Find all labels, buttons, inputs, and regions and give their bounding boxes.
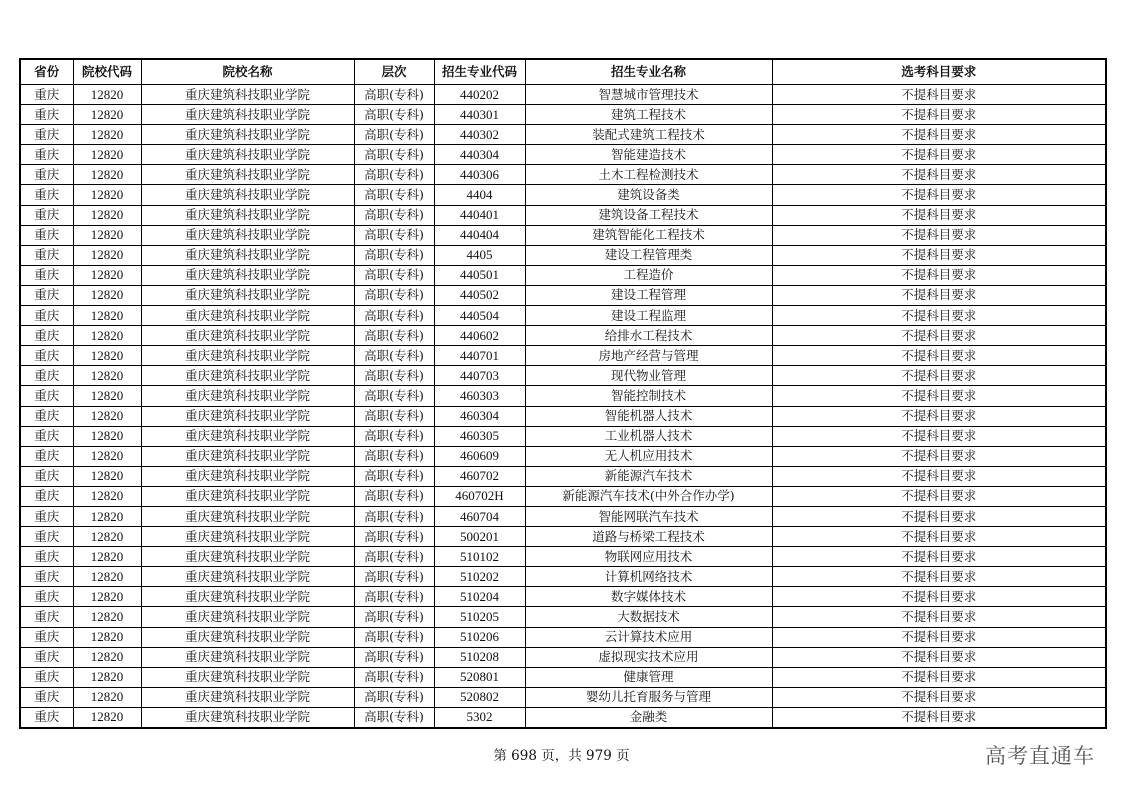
major-name-cell: 建筑设备类 <box>525 185 772 205</box>
school-name-cell: 重庆建筑科技职业学院 <box>141 406 354 426</box>
major-name-cell: 智慧城市管理技术 <box>525 85 772 105</box>
subject-requirement-cell: 不提科目要求 <box>772 165 1106 185</box>
major-code-cell: 440302 <box>434 125 525 145</box>
table-row <box>20 687 1106 707</box>
level-cell: 高职(专科) <box>354 185 434 205</box>
table-row <box>20 265 1106 285</box>
school-name-cell: 重庆建筑科技职业学院 <box>141 506 354 526</box>
table-row <box>20 527 1106 547</box>
major-code-cell: 460704 <box>434 506 525 526</box>
school-name-cell: 重庆建筑科技职业学院 <box>141 547 354 567</box>
major-code-cell: 500201 <box>434 527 525 547</box>
major-name-cell: 虚拟现实技术应用 <box>525 647 772 667</box>
table-row <box>20 547 1106 567</box>
province-cell: 重庆 <box>20 426 73 446</box>
school-name-cell: 重庆建筑科技职业学院 <box>141 527 354 547</box>
subject-requirement-cell: 不提科目要求 <box>772 285 1106 305</box>
school-name-cell: 重庆建筑科技职业学院 <box>141 85 354 105</box>
school-code-cell: 12820 <box>73 527 141 547</box>
school-code-cell: 12820 <box>73 165 141 185</box>
major-code-cell: 460303 <box>434 386 525 406</box>
province-cell: 重庆 <box>20 406 73 426</box>
major-name-cell: 工程造价 <box>525 265 772 285</box>
major-code-cell: 460304 <box>434 406 525 426</box>
table-row <box>20 165 1106 185</box>
school-code-cell: 12820 <box>73 225 141 245</box>
major-name-cell: 建设工程管理类 <box>525 245 772 265</box>
level-cell: 高职(专科) <box>354 486 434 506</box>
province-cell: 重庆 <box>20 306 73 326</box>
major-code-cell: 510208 <box>434 647 525 667</box>
subject-requirement-cell: 不提科目要求 <box>772 346 1106 366</box>
subject-requirement-cell: 不提科目要求 <box>772 225 1106 245</box>
subject-requirement-cell: 不提科目要求 <box>772 627 1106 647</box>
school-code-cell: 12820 <box>73 285 141 305</box>
school-code-cell: 12820 <box>73 567 141 587</box>
subject-requirement-cell: 不提科目要求 <box>772 185 1106 205</box>
major-name-cell: 给排水工程技术 <box>525 326 772 346</box>
province-cell: 重庆 <box>20 567 73 587</box>
school-name-cell: 重庆建筑科技职业学院 <box>141 346 354 366</box>
major-code-cell: 440202 <box>434 85 525 105</box>
subject-requirement-cell: 不提科目要求 <box>772 667 1106 687</box>
level-cell: 高职(专科) <box>354 205 434 225</box>
admission-table <box>19 58 1107 729</box>
header-province: 省份 <box>20 59 73 85</box>
major-name-cell: 健康管理 <box>525 667 772 687</box>
province-cell: 重庆 <box>20 607 73 627</box>
province-cell: 重庆 <box>20 506 73 526</box>
level-cell: 高职(专科) <box>354 85 434 105</box>
school-name-cell: 重庆建筑科技职业学院 <box>141 426 354 446</box>
school-name-cell: 重庆建筑科技职业学院 <box>141 265 354 285</box>
header-row <box>20 59 1106 85</box>
level-cell: 高职(专科) <box>354 707 434 728</box>
school-name-cell: 重庆建筑科技职业学院 <box>141 667 354 687</box>
table-row <box>20 225 1106 245</box>
province-cell: 重庆 <box>20 466 73 486</box>
table-row <box>20 346 1106 366</box>
level-cell: 高职(专科) <box>354 647 434 667</box>
major-name-cell: 房地产经营与管理 <box>525 346 772 366</box>
subject-requirement-cell: 不提科目要求 <box>772 707 1106 728</box>
school-name-cell: 重庆建筑科技职业学院 <box>141 225 354 245</box>
school-name-cell: 重庆建筑科技职业学院 <box>141 386 354 406</box>
school-code-cell: 12820 <box>73 185 141 205</box>
subject-requirement-cell: 不提科目要求 <box>772 506 1106 526</box>
major-code-cell: 510205 <box>434 607 525 627</box>
table-row <box>20 366 1106 386</box>
school-name-cell: 重庆建筑科技职业学院 <box>141 446 354 466</box>
school-code-cell: 12820 <box>73 547 141 567</box>
major-code-cell: 510204 <box>434 587 525 607</box>
major-name-cell: 智能机器人技术 <box>525 406 772 426</box>
table-row <box>20 85 1106 105</box>
major-name-cell: 新能源汽车技术(中外合作办学) <box>525 486 772 506</box>
school-code-cell: 12820 <box>73 707 141 728</box>
level-cell: 高职(专科) <box>354 587 434 607</box>
province-cell: 重庆 <box>20 627 73 647</box>
level-cell: 高职(专科) <box>354 667 434 687</box>
major-name-cell: 道路与桥梁工程技术 <box>525 527 772 547</box>
subject-requirement-cell: 不提科目要求 <box>772 547 1106 567</box>
subject-requirement-cell: 不提科目要求 <box>772 647 1106 667</box>
school-name-cell: 重庆建筑科技职业学院 <box>141 707 354 728</box>
school-code-cell: 12820 <box>73 205 141 225</box>
province-cell: 重庆 <box>20 265 73 285</box>
major-code-cell: 510102 <box>434 547 525 567</box>
school-code-cell: 12820 <box>73 446 141 466</box>
major-code-cell: 440602 <box>434 326 525 346</box>
level-cell: 高职(专科) <box>354 527 434 547</box>
table-row <box>20 707 1106 728</box>
level-cell: 高职(专科) <box>354 306 434 326</box>
school-name-cell: 重庆建筑科技职业学院 <box>141 125 354 145</box>
province-cell: 重庆 <box>20 125 73 145</box>
school-name-cell: 重庆建筑科技职业学院 <box>141 105 354 125</box>
major-code-cell: 460702 <box>434 466 525 486</box>
province-cell: 重庆 <box>20 346 73 366</box>
province-cell: 重庆 <box>20 587 73 607</box>
major-name-cell: 无人机应用技术 <box>525 446 772 466</box>
major-code-cell: 510206 <box>434 627 525 647</box>
major-name-cell: 大数据技术 <box>525 607 772 627</box>
level-cell: 高职(专科) <box>354 326 434 346</box>
table-row <box>20 285 1106 305</box>
major-code-cell: 440301 <box>434 105 525 125</box>
table-row <box>20 306 1106 326</box>
subject-requirement-cell: 不提科目要求 <box>772 205 1106 225</box>
major-name-cell: 计算机网络技术 <box>525 567 772 587</box>
major-name-cell: 婴幼儿托育服务与管理 <box>525 687 772 707</box>
subject-requirement-cell: 不提科目要求 <box>772 486 1106 506</box>
header-major-code: 招生专业代码 <box>434 59 525 85</box>
major-name-cell: 建设工程监理 <box>525 306 772 326</box>
school-code-cell: 12820 <box>73 667 141 687</box>
school-code-cell: 12820 <box>73 346 141 366</box>
level-cell: 高职(专科) <box>354 506 434 526</box>
school-code-cell: 12820 <box>73 486 141 506</box>
school-code-cell: 12820 <box>73 85 141 105</box>
level-cell: 高职(专科) <box>354 446 434 466</box>
major-name-cell: 建筑工程技术 <box>525 105 772 125</box>
province-cell: 重庆 <box>20 366 73 386</box>
major-code-cell: 4405 <box>434 245 525 265</box>
major-name-cell: 智能网联汽车技术 <box>525 506 772 526</box>
school-name-cell: 重庆建筑科技职业学院 <box>141 486 354 506</box>
school-code-cell: 12820 <box>73 125 141 145</box>
table-row <box>20 607 1106 627</box>
province-cell: 重庆 <box>20 85 73 105</box>
table-row <box>20 486 1106 506</box>
school-name-cell: 重庆建筑科技职业学院 <box>141 587 354 607</box>
province-cell: 重庆 <box>20 446 73 466</box>
school-code-cell: 12820 <box>73 326 141 346</box>
level-cell: 高职(专科) <box>354 627 434 647</box>
school-name-cell: 重庆建筑科技职业学院 <box>141 306 354 326</box>
level-cell: 高职(专科) <box>354 265 434 285</box>
level-cell: 高职(专科) <box>354 607 434 627</box>
subject-requirement-cell: 不提科目要求 <box>772 125 1106 145</box>
major-code-cell: 440501 <box>434 265 525 285</box>
school-code-cell: 12820 <box>73 265 141 285</box>
level-cell: 高职(专科) <box>354 567 434 587</box>
school-name-cell: 重庆建筑科技职业学院 <box>141 205 354 225</box>
school-code-cell: 12820 <box>73 366 141 386</box>
school-code-cell: 12820 <box>73 687 141 707</box>
major-code-cell: 440504 <box>434 306 525 326</box>
table-row <box>20 426 1106 446</box>
level-cell: 高职(专科) <box>354 547 434 567</box>
table-row <box>20 567 1106 587</box>
watermark: 高考直通车 <box>985 744 1095 768</box>
subject-requirement-cell: 不提科目要求 <box>772 306 1106 326</box>
subject-requirement-cell: 不提科目要求 <box>772 145 1106 165</box>
header-school-name: 院校名称 <box>141 59 354 85</box>
major-code-cell: 460609 <box>434 446 525 466</box>
province-cell: 重庆 <box>20 527 73 547</box>
major-code-cell: 440703 <box>434 366 525 386</box>
level-cell: 高职(专科) <box>354 366 434 386</box>
province-cell: 重庆 <box>20 205 73 225</box>
major-code-cell: 520801 <box>434 667 525 687</box>
school-name-cell: 重庆建筑科技职业学院 <box>141 466 354 486</box>
school-name-cell: 重庆建筑科技职业学院 <box>141 185 354 205</box>
table-row <box>20 105 1106 125</box>
school-name-cell: 重庆建筑科技职业学院 <box>141 607 354 627</box>
table-row <box>20 667 1106 687</box>
level-cell: 高职(专科) <box>354 245 434 265</box>
table-row <box>20 506 1106 526</box>
school-name-cell: 重庆建筑科技职业学院 <box>141 627 354 647</box>
province-cell: 重庆 <box>20 185 73 205</box>
province-cell: 重庆 <box>20 486 73 506</box>
major-code-cell: 4404 <box>434 185 525 205</box>
subject-requirement-cell: 不提科目要求 <box>772 326 1106 346</box>
subject-requirement-cell: 不提科目要求 <box>772 567 1106 587</box>
table-row <box>20 125 1106 145</box>
major-name-cell: 云计算技术应用 <box>525 627 772 647</box>
header-subject-requirement: 选考科目要求 <box>772 59 1106 85</box>
table-row <box>20 185 1106 205</box>
province-cell: 重庆 <box>20 285 73 305</box>
province-cell: 重庆 <box>20 386 73 406</box>
major-code-cell: 520802 <box>434 687 525 707</box>
school-name-cell: 重庆建筑科技职业学院 <box>141 326 354 346</box>
table-row <box>20 647 1106 667</box>
school-name-cell: 重庆建筑科技职业学院 <box>141 567 354 587</box>
province-cell: 重庆 <box>20 225 73 245</box>
table-row <box>20 466 1106 486</box>
school-code-cell: 12820 <box>73 386 141 406</box>
province-cell: 重庆 <box>20 707 73 728</box>
table-row <box>20 406 1106 426</box>
major-name-cell: 土木工程检测技术 <box>525 165 772 185</box>
school-code-cell: 12820 <box>73 145 141 165</box>
page-number: 第 698 页，共 979 页 <box>493 748 630 764</box>
subject-requirement-cell: 不提科目要求 <box>772 85 1106 105</box>
major-name-cell: 现代物业管理 <box>525 366 772 386</box>
school-code-cell: 12820 <box>73 406 141 426</box>
header-school-code: 院校代码 <box>73 59 141 85</box>
school-name-cell: 重庆建筑科技职业学院 <box>141 687 354 707</box>
major-name-cell: 智能建造技术 <box>525 145 772 165</box>
header-major-name: 招生专业名称 <box>525 59 772 85</box>
major-code-cell: 440502 <box>434 285 525 305</box>
school-code-cell: 12820 <box>73 506 141 526</box>
level-cell: 高职(专科) <box>354 145 434 165</box>
province-cell: 重庆 <box>20 326 73 346</box>
subject-requirement-cell: 不提科目要求 <box>772 245 1106 265</box>
subject-requirement-cell: 不提科目要求 <box>772 426 1106 446</box>
level-cell: 高职(专科) <box>354 687 434 707</box>
province-cell: 重庆 <box>20 165 73 185</box>
level-cell: 高职(专科) <box>354 105 434 125</box>
school-code-cell: 12820 <box>73 245 141 265</box>
table-row <box>20 205 1106 225</box>
subject-requirement-cell: 不提科目要求 <box>772 587 1106 607</box>
major-name-cell: 数字媒体技术 <box>525 587 772 607</box>
major-name-cell: 建筑智能化工程技术 <box>525 225 772 245</box>
header-level: 层次 <box>354 59 434 85</box>
province-cell: 重庆 <box>20 547 73 567</box>
school-name-cell: 重庆建筑科技职业学院 <box>141 285 354 305</box>
major-name-cell: 建筑设备工程技术 <box>525 205 772 225</box>
table-row <box>20 326 1106 346</box>
level-cell: 高职(专科) <box>354 165 434 185</box>
subject-requirement-cell: 不提科目要求 <box>772 386 1106 406</box>
school-code-cell: 12820 <box>73 105 141 125</box>
major-code-cell: 440401 <box>434 205 525 225</box>
table-row <box>20 145 1106 165</box>
major-name-cell: 装配式建筑工程技术 <box>525 125 772 145</box>
major-code-cell: 440404 <box>434 225 525 245</box>
province-cell: 重庆 <box>20 105 73 125</box>
level-cell: 高职(专科) <box>354 346 434 366</box>
school-code-cell: 12820 <box>73 426 141 446</box>
province-cell: 重庆 <box>20 667 73 687</box>
table-row <box>20 446 1106 466</box>
level-cell: 高职(专科) <box>354 225 434 245</box>
province-cell: 重庆 <box>20 245 73 265</box>
major-code-cell: 460702H <box>434 486 525 506</box>
table-row <box>20 627 1106 647</box>
major-name-cell: 金融类 <box>525 707 772 728</box>
school-name-cell: 重庆建筑科技职业学院 <box>141 647 354 667</box>
province-cell: 重庆 <box>20 647 73 667</box>
province-cell: 重庆 <box>20 145 73 165</box>
level-cell: 高职(专科) <box>354 386 434 406</box>
school-name-cell: 重庆建筑科技职业学院 <box>141 245 354 265</box>
school-code-cell: 12820 <box>73 306 141 326</box>
school-name-cell: 重庆建筑科技职业学院 <box>141 165 354 185</box>
major-name-cell: 新能源汽车技术 <box>525 466 772 486</box>
major-code-cell: 440304 <box>434 145 525 165</box>
major-name-cell: 工业机器人技术 <box>525 426 772 446</box>
school-code-cell: 12820 <box>73 647 141 667</box>
major-code-cell: 460305 <box>434 426 525 446</box>
subject-requirement-cell: 不提科目要求 <box>772 527 1106 547</box>
subject-requirement-cell: 不提科目要求 <box>772 265 1106 285</box>
subject-requirement-cell: 不提科目要求 <box>772 105 1106 125</box>
level-cell: 高职(专科) <box>354 285 434 305</box>
subject-requirement-cell: 不提科目要求 <box>772 607 1106 627</box>
school-name-cell: 重庆建筑科技职业学院 <box>141 366 354 386</box>
level-cell: 高职(专科) <box>354 406 434 426</box>
province-cell: 重庆 <box>20 687 73 707</box>
level-cell: 高职(专科) <box>354 426 434 446</box>
subject-requirement-cell: 不提科目要求 <box>772 687 1106 707</box>
school-name-cell: 重庆建筑科技职业学院 <box>141 145 354 165</box>
major-code-cell: 440701 <box>434 346 525 366</box>
school-code-cell: 12820 <box>73 466 141 486</box>
subject-requirement-cell: 不提科目要求 <box>772 466 1106 486</box>
major-code-cell: 440306 <box>434 165 525 185</box>
level-cell: 高职(专科) <box>354 466 434 486</box>
table-row <box>20 587 1106 607</box>
major-code-cell: 5302 <box>434 707 525 728</box>
major-name-cell: 物联网应用技术 <box>525 547 772 567</box>
subject-requirement-cell: 不提科目要求 <box>772 406 1106 426</box>
school-code-cell: 12820 <box>73 607 141 627</box>
table-row <box>20 386 1106 406</box>
major-name-cell: 智能控制技术 <box>525 386 772 406</box>
school-code-cell: 12820 <box>73 627 141 647</box>
subject-requirement-cell: 不提科目要求 <box>772 366 1106 386</box>
table-row <box>20 245 1106 265</box>
subject-requirement-cell: 不提科目要求 <box>772 446 1106 466</box>
level-cell: 高职(专科) <box>354 125 434 145</box>
major-code-cell: 510202 <box>434 567 525 587</box>
major-name-cell: 建设工程管理 <box>525 285 772 305</box>
school-code-cell: 12820 <box>73 587 141 607</box>
